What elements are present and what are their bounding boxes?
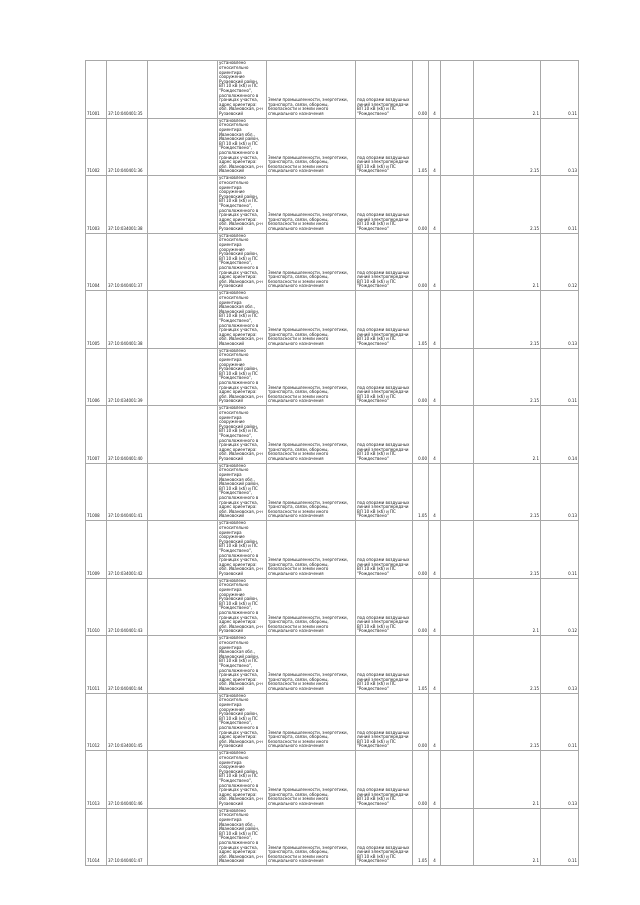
blank-cell-2 <box>441 751 474 809</box>
location-text: установлено относительно ориентира сооружение Рузаевский район, ВЛ 10 кВ (кб) и ПС "Рождествено", расположенного в границах участка, адрес ориентира: обл. Ивановская, р-н Рузаевский <box>219 521 263 576</box>
blank-cell-2 <box>441 176 474 234</box>
share-number: 0.12 <box>568 283 577 289</box>
count-value: 4 <box>433 628 436 634</box>
row-number: 71007 <box>87 455 100 461</box>
area-value: 1.05 <box>418 685 427 691</box>
permitted-use-text: под опорами воздушных линий электропередачи ВЛ 10 кВ (кб) и ПС "Рождествено" <box>357 384 410 404</box>
area-value-cell <box>413 61 429 119</box>
count-cell <box>429 808 441 866</box>
count-value: 4 <box>433 455 436 461</box>
cadastral-number-cell <box>107 636 148 694</box>
permitted-use-text: под опорами воздушных линий электропередачи ВЛ 10 кВ (кб) и ПС "Рождествено" <box>357 327 410 346</box>
row-number: 71004 <box>87 283 100 289</box>
share-cell <box>541 693 579 751</box>
land-category-text: Земли промышленности, энергетики, транспорта, связи, обороны, безопасности и земли иного специального назначения <box>268 384 348 404</box>
count-value: 4 <box>433 110 436 116</box>
value-number: 2.15 <box>530 168 539 174</box>
row-number: 71013 <box>87 800 100 806</box>
land-category-text: Земли промышленности, энергетики, транспорта, связи, обороны, безопасности и земли иного специального назначения <box>268 154 348 174</box>
row-number-cell <box>86 578 107 636</box>
count-value: 4 <box>433 570 436 576</box>
location-text: установлено относительно ориентира Ивановская обл., Ивановский район, ВЛ 10 кВ (кб) и ПС "Рождествено", расположенного в границах участка, адрес ориентира: обл. Ивановская, р-н Ивановский <box>219 463 263 519</box>
share-number: 0.13 <box>568 800 577 806</box>
location-cell <box>218 463 267 521</box>
blank-cell-2 <box>441 291 474 349</box>
value-number: 2.1 <box>532 628 539 634</box>
share-number: 0.12 <box>568 628 577 634</box>
count-cell <box>429 176 441 234</box>
share-cell <box>541 118 579 176</box>
row-number-cell <box>86 118 107 176</box>
cadastral-number-cell <box>107 463 148 521</box>
share-number: 0.14 <box>568 455 577 461</box>
land-category-cell <box>267 406 356 464</box>
value-number: 2.15 <box>530 225 539 231</box>
blank-cell <box>148 291 218 349</box>
share-number: 0.11 <box>568 858 577 864</box>
land-category-cell <box>267 233 356 291</box>
location-text: установлено относительно ориентира сооружение Рузаевский район, ВЛ 10 кВ (кб) и ПС "Рождествено", расположенного в границах участка, адрес ориентира: обл. Ивановская, р-н Рузаевский <box>219 578 263 634</box>
land-category-text: Земли промышленности, энергетики, транспорта, связи, обороны, безопасности и земли иного специального назначения <box>268 729 348 749</box>
count-value: 4 <box>433 685 436 691</box>
share-cell <box>541 808 579 866</box>
blank-cell <box>148 233 218 291</box>
row-number-cell <box>86 693 107 751</box>
land-category-text: Земли промышленности, энергетики, транспорта, связи, обороны, безопасности и земли иного специального назначения <box>268 327 348 346</box>
location-text: установлено относительно ориентира Ивановская обл., Ивановский район, ВЛ 10 кВ (кб) и ПС "Рождествено", расположенного в границах участка, адрес ориентира: обл. Ивановская, р-н Ивановский <box>219 636 263 691</box>
land-category-text: Земли промышленности, энергетики, транспорта, связи, обороны, безопасности и земли иного специального назначения <box>268 672 348 691</box>
share-number: 0.13 <box>568 513 577 519</box>
row-number: 71006 <box>87 398 100 404</box>
blank-cell-2 <box>441 636 474 694</box>
row-number: 71012 <box>87 743 100 749</box>
count-cell <box>429 636 441 694</box>
permitted-use-cell <box>356 61 413 119</box>
count-cell <box>429 693 441 751</box>
count-cell <box>429 521 441 579</box>
value-number: 2.1 <box>532 858 539 864</box>
blank-cell <box>148 463 218 521</box>
permitted-use-text: под опорами воздушных линий электропередачи ВЛ 10 кВ (кб) и ПС "Рождествено" <box>357 844 410 864</box>
share-cell <box>541 636 579 694</box>
row-number-cell <box>86 406 107 464</box>
value-number: 2.1 <box>532 800 539 806</box>
location-text: установлено относительно ориентира сооружение Рузаевский район, ВЛ 10 кВ (кб) и ПС "Рождествено", расположенного в границах участка, адрес ориентира: обл. Ивановская, р-н Рузаевский <box>219 233 263 289</box>
area-value: 0.00 <box>418 225 427 231</box>
table-row <box>86 176 579 234</box>
share-number: 0.11 <box>568 398 577 404</box>
permitted-use-text: под опорами воздушных линий электропередачи ВЛ 10 кВ (кб) и ПС "Рождествено" <box>357 614 410 634</box>
area-value-cell <box>413 176 429 234</box>
row-number: 71014 <box>87 858 100 864</box>
cadastral-number-cell <box>107 808 148 866</box>
blank-cell-2 <box>441 693 474 751</box>
value-number: 2.1 <box>532 110 539 116</box>
value-cell <box>474 118 541 176</box>
cadastral-number-cell <box>107 61 148 119</box>
share-cell <box>541 176 579 234</box>
area-value: 0.00 <box>418 800 427 806</box>
cadastral-number-cell <box>107 348 148 406</box>
row-number-cell <box>86 61 107 119</box>
table-row <box>86 118 579 176</box>
permitted-use-cell <box>356 463 413 521</box>
area-value-cell <box>413 406 429 464</box>
share-number: 0.11 <box>568 110 577 116</box>
cadastral-number: 37:10:034001:42 <box>108 570 143 576</box>
area-value: 1.05 <box>418 513 427 519</box>
row-number: 71011 <box>87 685 100 691</box>
row-number-cell <box>86 176 107 234</box>
land-category-cell <box>267 348 356 406</box>
permitted-use-text: под опорами воздушных линий электропередачи ВЛ 10 кВ (кб) и ПС "Рождествено" <box>357 269 410 289</box>
cadastral-number: 37:10:040401:35 <box>108 110 143 116</box>
row-number-cell <box>86 751 107 809</box>
location-text: установлено относительно ориентира сооружение Рузаевский район, ВЛ 10 кВ (кб) и ПС "Рождествено", расположенного в границах участка, адрес ориентира: обл. Ивановская, р-н Рузаевский <box>219 751 263 806</box>
permitted-use-cell <box>356 521 413 579</box>
location-cell <box>218 808 267 866</box>
area-value: 1.05 <box>418 340 427 346</box>
area-value-cell <box>413 693 429 751</box>
location-cell <box>218 636 267 694</box>
value-number: 2.1 <box>532 283 539 289</box>
location-cell <box>218 521 267 579</box>
share-cell <box>541 521 579 579</box>
value-number: 2.15 <box>530 513 539 519</box>
permitted-use-text: под опорами воздушных линий электропередачи ВЛ 10 кВ (кб) и ПС "Рождествено" <box>357 672 410 691</box>
value-cell <box>474 348 541 406</box>
row-number-cell <box>86 233 107 291</box>
permitted-use-text: под опорами воздушных линий электропередачи ВЛ 10 кВ (кб) и ПС "Рождествено" <box>357 729 410 749</box>
row-number-cell <box>86 463 107 521</box>
cadastral-number-cell <box>107 118 148 176</box>
share-number: 0.13 <box>568 685 577 691</box>
cadastral-number: 37:10:034001:39 <box>108 398 143 404</box>
share-cell <box>541 233 579 291</box>
row-number: 71010 <box>87 628 100 634</box>
area-value: 0.00 <box>418 283 427 289</box>
value-cell <box>474 808 541 866</box>
permitted-use-cell <box>356 291 413 349</box>
blank-cell-2 <box>441 61 474 119</box>
location-cell <box>218 406 267 464</box>
table-row <box>86 291 579 349</box>
area-value: 0.00 <box>418 110 427 116</box>
blank-cell-2 <box>441 463 474 521</box>
permitted-use-cell <box>356 693 413 751</box>
value-cell <box>474 463 541 521</box>
land-category-text: Земли промышленности, энергетики, транспорта, связи, обороны, безопасности и земли иного специального назначения <box>268 787 348 806</box>
share-number: 0.11 <box>568 570 577 576</box>
cadastral-number-cell <box>107 291 148 349</box>
cadastral-number-cell <box>107 406 148 464</box>
blank-cell <box>148 636 218 694</box>
row-number: 71009 <box>87 570 100 576</box>
share-number: 0.13 <box>568 168 577 174</box>
cadastral-number: 37:10:040401:44 <box>108 685 143 691</box>
count-cell <box>429 61 441 119</box>
count-cell <box>429 463 441 521</box>
blank-cell <box>148 348 218 406</box>
share-cell <box>541 406 579 464</box>
cadastral-number: 37:10:034001:38 <box>108 225 143 231</box>
land-category-text: Земли промышленности, энергетики, транспорта, связи, обороны, безопасности и земли иного специального назначения <box>268 442 348 461</box>
area-value-cell <box>413 463 429 521</box>
location-cell <box>218 348 267 406</box>
share-cell <box>541 291 579 349</box>
count-value: 4 <box>433 225 436 231</box>
area-value-cell <box>413 233 429 291</box>
cadastral-number-cell <box>107 521 148 579</box>
table-row <box>86 636 579 694</box>
land-category-cell <box>267 808 356 866</box>
count-cell <box>429 291 441 349</box>
value-cell <box>474 693 541 751</box>
blank-cell <box>148 578 218 636</box>
count-value: 4 <box>433 743 436 749</box>
permitted-use-cell <box>356 118 413 176</box>
table-row <box>86 233 579 291</box>
area-value: 0.00 <box>418 570 427 576</box>
value-number: 2.15 <box>530 398 539 404</box>
table-row <box>86 348 579 406</box>
table-row <box>86 406 579 464</box>
cadastral-number-cell <box>107 578 148 636</box>
location-cell <box>218 118 267 176</box>
table-row <box>86 521 579 579</box>
value-cell <box>474 578 541 636</box>
count-value: 4 <box>433 800 436 806</box>
permitted-use-text: под опорами воздушных линий электропередачи ВЛ 10 кВ (кб) и ПС "Рождествено" <box>357 154 410 174</box>
count-value: 4 <box>433 398 436 404</box>
table-body <box>86 61 579 866</box>
count-value: 4 <box>433 283 436 289</box>
location-cell <box>218 751 267 809</box>
value-number: 2.15 <box>530 570 539 576</box>
area-value-cell <box>413 521 429 579</box>
permitted-use-cell <box>356 578 413 636</box>
land-category-text: Земли промышленности, энергетики, транспорта, связи, обороны, безопасности и земли иного специального назначения <box>268 844 348 864</box>
cadastral-number: 37:10:040401:38 <box>108 340 143 346</box>
cadastral-number: 37:10:040401:36 <box>108 168 143 174</box>
count-value: 4 <box>433 340 436 346</box>
permitted-use-text: под опорами воздушных линий электропередачи ВЛ 10 кВ (кб) и ПС "Рождествено" <box>357 787 410 806</box>
area-value-cell <box>413 118 429 176</box>
cadastral-number-cell <box>107 693 148 751</box>
share-number: 0.11 <box>568 225 577 231</box>
area-value: 0.00 <box>418 743 427 749</box>
area-value: 0.00 <box>418 398 427 404</box>
row-number: 71005 <box>87 340 100 346</box>
share-number: 0.13 <box>568 340 577 346</box>
land-category-cell <box>267 751 356 809</box>
row-number: 71002 <box>87 168 100 174</box>
row-number-cell <box>86 291 107 349</box>
location-cell <box>218 233 267 291</box>
permitted-use-text: под опорами воздушных линий электропередачи ВЛ 10 кВ (кб) и ПС "Рождествено" <box>357 442 410 461</box>
location-text: установлено относительно ориентира сооружение Рузаевский район, ВЛ 10 кВ (кб) и ПС "Рождествено", расположенного в границах участка, адрес ориентира: обл. Ивановская, р-н Рузаевский <box>219 176 263 231</box>
area-value-cell <box>413 348 429 406</box>
land-category-text: Земли промышленности, энергетики, транспорта, связи, обороны, безопасности и земли иного специального назначения <box>268 557 348 576</box>
cadastral-number: 37:10:034001:45 <box>108 743 143 749</box>
count-cell <box>429 578 441 636</box>
count-cell <box>429 751 441 809</box>
land-category-cell <box>267 636 356 694</box>
cadastral-number-cell <box>107 233 148 291</box>
location-cell <box>218 578 267 636</box>
permitted-use-cell <box>356 176 413 234</box>
share-cell <box>541 61 579 119</box>
table-row <box>86 693 579 751</box>
row-number-cell <box>86 521 107 579</box>
cadastral-number: 37:10:040401:43 <box>108 628 143 634</box>
area-value-cell <box>413 808 429 866</box>
blank-cell <box>148 61 218 119</box>
permitted-use-text: под опорами воздушных линий электропередачи ВЛ 10 кВ (кб) и ПС "Рождествено" <box>357 557 410 576</box>
count-value: 4 <box>433 168 436 174</box>
land-category-text: Земли промышленности, энергетики, транспорта, связи, обороны, безопасности и земли иного специального назначения <box>268 97 348 116</box>
count-cell <box>429 348 441 406</box>
location-text: установлено относительно ориентира сооружение Рузаевский район, ВЛ 10 кВ (кб) и ПС "Рождествено", расположенного в границах участка, адрес ориентира: обл. Ивановская, р-н Рузаевский <box>219 406 263 461</box>
row-number: 71003 <box>87 225 100 231</box>
share-cell <box>541 578 579 636</box>
permitted-use-cell <box>356 808 413 866</box>
blank-cell <box>148 521 218 579</box>
blank-cell <box>148 693 218 751</box>
land-category-text: Земли промышленности, энергетики, транспорта, связи, обороны, безопасности и земли иного специального назначения <box>268 499 348 519</box>
land-category-cell <box>267 693 356 751</box>
location-text: установлено относительно ориентира Ивановская обл., Ивановский район, ВЛ 10 кВ (кб) и ПС "Рождествено", расположенного в границах участка, адрес ориентира: обл. Ивановская, р-н Ивановский <box>219 291 263 346</box>
table-row <box>86 61 579 119</box>
cadastral-number-cell <box>107 176 148 234</box>
cadastral-number-cell <box>107 751 148 809</box>
count-cell <box>429 233 441 291</box>
table-row <box>86 463 579 521</box>
share-cell <box>541 751 579 809</box>
land-category-cell <box>267 118 356 176</box>
blank-cell <box>148 406 218 464</box>
value-number: 2.1 <box>532 455 539 461</box>
value-number: 2.15 <box>530 685 539 691</box>
value-cell <box>474 636 541 694</box>
value-cell <box>474 61 541 119</box>
value-cell <box>474 406 541 464</box>
permitted-use-text: под опорами воздушных линий электропередачи ВЛ 10 кВ (кб) и ПС "Рождествено" <box>357 212 410 231</box>
land-category-cell <box>267 176 356 234</box>
permitted-use-cell <box>356 233 413 291</box>
blank-cell <box>148 808 218 866</box>
table-row <box>86 808 579 866</box>
blank-cell <box>148 751 218 809</box>
row-number: 71008 <box>87 513 100 519</box>
location-cell <box>218 61 267 119</box>
value-cell <box>474 291 541 349</box>
row-number-cell <box>86 636 107 694</box>
land-category-cell <box>267 61 356 119</box>
location-text: установлено относительно ориентира сооружение Рузаевский район, ВЛ 10 кВ (кб) и ПС "Рождествено", расположенного в границах участка, адрес ориентира: обл. Ивановская, р-н Рузаевский <box>219 348 263 404</box>
area-value-cell <box>413 291 429 349</box>
table-row <box>86 751 579 809</box>
area-value-cell <box>413 636 429 694</box>
cadastral-number: 37:10:040401:41 <box>108 513 143 519</box>
land-category-text: Земли промышленности, энергетики, транспорта, связи, обороны, безопасности и земли иного специального назначения <box>268 614 348 634</box>
row-number-cell <box>86 348 107 406</box>
cadastral-number: 37:10:040401:46 <box>108 800 143 806</box>
permitted-use-text: под опорами воздушных линий электропередачи ВЛ 10 кВ (кб) и ПС "Рождествено" <box>357 97 410 116</box>
blank-cell-2 <box>441 233 474 291</box>
land-category-text: Земли промышленности, энергетики, транспорта, связи, обороны, безопасности и земли иного специального назначения <box>268 269 348 289</box>
blank-cell-2 <box>441 118 474 176</box>
row-number: 71001 <box>87 110 100 116</box>
location-text: установлено относительно ориентира Ивановская обл., Ивановский район, ВЛ 10 кВ (кб) и ПС "Рождествено", расположенного в границах участка, адрес ориентира: обл. Ивановская, р-н Ивановский <box>219 808 263 864</box>
land-category-cell <box>267 578 356 636</box>
count-value: 4 <box>433 513 436 519</box>
location-cell <box>218 291 267 349</box>
table-row <box>86 578 579 636</box>
blank-cell-2 <box>441 578 474 636</box>
blank-cell-2 <box>441 348 474 406</box>
location-text: установлено относительно ориентира сооружение Рузаевский район, ВЛ 10 кВ (кб) и ПС "Рождествено", расположенного в границах участка, адрес ориентира: обл. Ивановская, р-н Рузаевский <box>219 693 263 749</box>
count-cell <box>429 118 441 176</box>
share-cell <box>541 348 579 406</box>
area-value: 1.05 <box>418 858 427 864</box>
blank-cell <box>148 118 218 176</box>
land-category-cell <box>267 291 356 349</box>
blank-cell-2 <box>441 521 474 579</box>
land-registry-table <box>85 60 579 866</box>
permitted-use-cell <box>356 348 413 406</box>
value-cell <box>474 521 541 579</box>
permitted-use-text: под опорами воздушных линий электропередачи ВЛ 10 кВ (кб) и ПС "Рождествено" <box>357 499 410 519</box>
count-value: 4 <box>433 858 436 864</box>
blank-cell <box>148 176 218 234</box>
area-value: 0.00 <box>418 628 427 634</box>
location-text: установлено относительно ориентира сооружение Рузаевский район, ВЛ 10 кВ (кб) и ПС "Рождествено", расположенного в границах участка, адрес ориентира: обл. Ивановская, р-н Рузаевский <box>219 61 263 116</box>
permitted-use-cell <box>356 406 413 464</box>
location-cell <box>218 176 267 234</box>
share-number: 0.11 <box>568 743 577 749</box>
location-cell <box>218 693 267 751</box>
value-cell <box>474 176 541 234</box>
cadastral-number: 37:10:040401:47 <box>108 858 143 864</box>
blank-cell-2 <box>441 406 474 464</box>
land-category-cell <box>267 463 356 521</box>
area-value-cell <box>413 751 429 809</box>
share-cell <box>541 463 579 521</box>
value-number: 2.15 <box>530 340 539 346</box>
permitted-use-cell <box>356 636 413 694</box>
value-cell <box>474 751 541 809</box>
area-value: 0.00 <box>418 455 427 461</box>
area-value: 1.05 <box>418 168 427 174</box>
cadastral-number: 37:10:040401:40 <box>108 455 143 461</box>
row-number-cell <box>86 808 107 866</box>
permitted-use-cell <box>356 751 413 809</box>
cadastral-number: 37:10:040401:37 <box>108 283 143 289</box>
blank-cell-2 <box>441 808 474 866</box>
land-category-cell <box>267 521 356 579</box>
value-cell <box>474 233 541 291</box>
count-cell <box>429 406 441 464</box>
value-number: 2.15 <box>530 743 539 749</box>
area-value-cell <box>413 578 429 636</box>
land-category-text: Земли промышленности, энергетики, транспорта, связи, обороны, безопасности и земли иного специального назначения <box>268 212 348 231</box>
location-text: установлено относительно ориентира Ивановская обл., Ивановский район, ВЛ 10 кВ (кб) и ПС "Рождествено", расположенного в границах участка, адрес ориентира: обл. Ивановская, р-н Ивановский <box>219 118 263 174</box>
